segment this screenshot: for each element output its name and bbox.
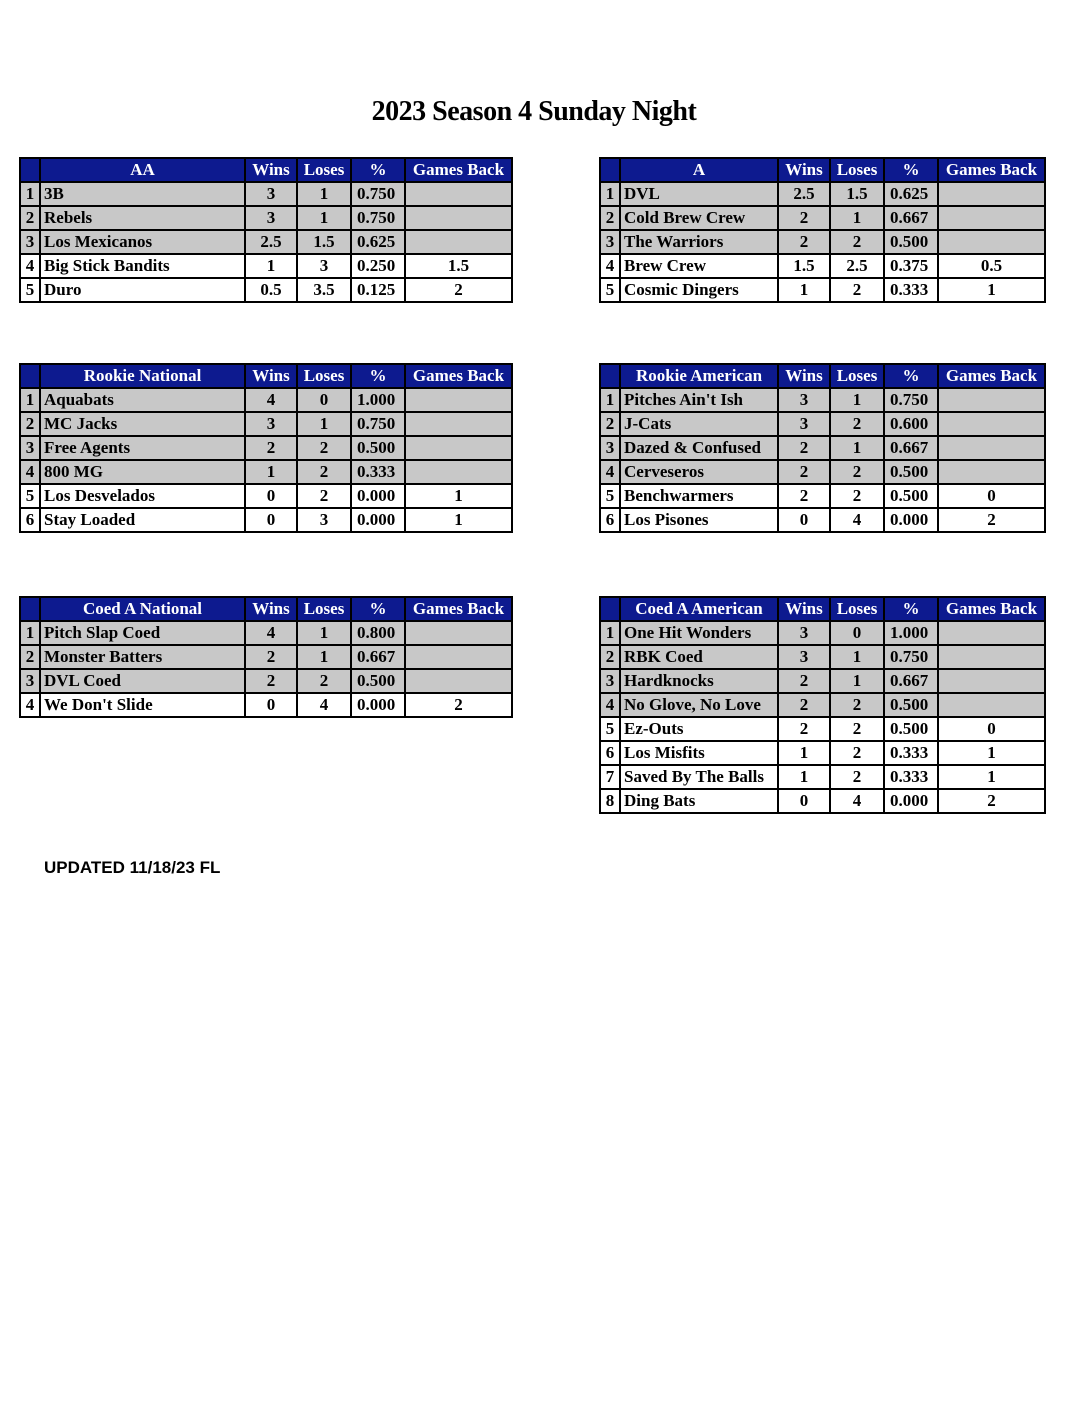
wins-cell: 2 [778,460,830,484]
rank-cell: 5 [600,484,620,508]
wins-cell: 3 [245,182,297,206]
header-wins: Wins [778,158,830,182]
wins-cell: 0 [778,508,830,532]
header-rank [600,158,620,182]
gb-cell [405,436,512,460]
team-cell: No Glove, No Love [620,693,778,717]
rank-cell: 4 [20,460,40,484]
team-cell: 3B [40,182,245,206]
pct-cell: 0.333 [351,460,405,484]
gb-cell [405,182,512,206]
table-row [20,230,512,254]
wins-cell: 2.5 [778,182,830,206]
gb-cell: 2 [405,278,512,302]
table-row [600,717,1045,741]
rank-cell: 2 [600,645,620,669]
pct-cell: 0.500 [884,693,938,717]
table-row [20,278,512,302]
pct-cell: 0.333 [884,765,938,789]
gb-cell: 0 [938,717,1045,741]
table-row [600,508,1045,532]
wins-cell: 2 [245,645,297,669]
wins-cell: 2 [778,693,830,717]
loses-cell: 1 [830,206,884,230]
table-row [600,741,1045,765]
header-rank [20,364,40,388]
loses-cell: 1 [830,388,884,412]
team-cell: Monster Batters [40,645,245,669]
loses-cell: 1 [297,206,351,230]
team-cell: DVL Coed [40,669,245,693]
pct-cell: 0.000 [884,789,938,813]
loses-cell: 1.5 [830,182,884,206]
loses-cell: 0 [297,388,351,412]
wins-cell: 4 [245,388,297,412]
team-cell: Free Agents [40,436,245,460]
team-cell: MC Jacks [40,412,245,436]
table-row [20,693,512,717]
rank-cell: 6 [600,741,620,765]
table-row [20,254,512,278]
rank-cell: 4 [20,693,40,717]
team-cell: 800 MG [40,460,245,484]
team-cell: Aquabats [40,388,245,412]
loses-cell: 2.5 [830,254,884,278]
table-row [600,206,1045,230]
header-loses: Loses [830,364,884,388]
rank-cell: 5 [20,484,40,508]
rank-cell: 2 [20,412,40,436]
table-row [20,645,512,669]
wins-cell: 1 [245,254,297,278]
table-row [20,508,512,532]
rank-cell: 6 [20,508,40,532]
loses-cell: 2 [297,460,351,484]
gb-cell: 2 [405,693,512,717]
loses-cell: 1 [830,436,884,460]
pct-cell: 0.600 [884,412,938,436]
team-cell: RBK Coed [620,645,778,669]
table-header [20,158,512,182]
loses-cell: 0 [830,621,884,645]
table-header [600,597,1045,621]
wins-cell: 4 [245,621,297,645]
pct-cell: 0.500 [884,484,938,508]
gb-cell: 1 [405,508,512,532]
gb-cell: 1 [938,278,1045,302]
wins-cell: 3 [778,388,830,412]
table-row [20,412,512,436]
gb-cell [405,621,512,645]
header-games-back: Games Back [405,597,512,621]
rank-cell: 1 [20,388,40,412]
loses-cell: 1 [297,645,351,669]
header-loses: Loses [830,597,884,621]
loses-cell: 4 [830,508,884,532]
header-games-back: Games Back [405,158,512,182]
loses-cell: 2 [830,412,884,436]
table-header [600,364,1045,388]
team-cell: Los Misfits [620,741,778,765]
pct-cell: 0.750 [884,388,938,412]
loses-cell: 4 [297,693,351,717]
rank-cell: 5 [600,717,620,741]
pct-cell: 0.667 [351,645,405,669]
rank-cell: 3 [20,669,40,693]
wins-cell: 0 [245,693,297,717]
team-cell: DVL [620,182,778,206]
team-cell: Duro [40,278,245,302]
table-row [20,206,512,230]
rank-cell: 6 [600,508,620,532]
table-header [600,158,1045,182]
wins-cell: 0 [778,789,830,813]
table-row [600,388,1045,412]
team-cell: Los Mexicanos [40,230,245,254]
rank-cell: 5 [600,278,620,302]
table-row [600,789,1045,813]
team-cell: Rebels [40,206,245,230]
team-cell: Cold Brew Crew [620,206,778,230]
rank-cell: 3 [600,436,620,460]
header-division: Rookie National [40,364,245,388]
wins-cell: 2 [245,669,297,693]
gb-cell [938,693,1045,717]
table-header [20,597,512,621]
table-row [600,460,1045,484]
rank-cell: 5 [20,278,40,302]
loses-cell: 2 [297,484,351,508]
team-cell: Pitch Slap Coed [40,621,245,645]
gb-cell [938,182,1045,206]
gb-cell [938,206,1045,230]
rank-cell: 4 [600,693,620,717]
pct-cell: 0.000 [351,693,405,717]
updated-note: UPDATED 11/18/23 FL [44,858,221,877]
table-row [600,230,1045,254]
header-rank [600,364,620,388]
pct-cell: 0.000 [351,508,405,532]
header-rank [20,597,40,621]
header-division: AA [40,158,245,182]
wins-cell: 2 [245,436,297,460]
header-pct: % [884,158,938,182]
wins-cell: 2 [778,669,830,693]
gb-cell: 0 [938,484,1045,508]
rank-cell: 4 [600,460,620,484]
team-cell: Stay Loaded [40,508,245,532]
gb-cell: 1.5 [405,254,512,278]
pct-cell: 0.625 [351,230,405,254]
pct-cell: 0.500 [351,669,405,693]
wins-cell: 1 [245,460,297,484]
table-row [600,484,1045,508]
wins-cell: 0 [245,484,297,508]
wins-cell: 0 [245,508,297,532]
wins-cell: 3 [778,412,830,436]
gb-cell: 2 [938,789,1045,813]
rank-cell: 1 [600,182,620,206]
rank-cell: 3 [600,669,620,693]
wins-cell: 2 [778,436,830,460]
header-wins: Wins [245,158,297,182]
rank-cell: 1 [20,182,40,206]
header-rank [20,158,40,182]
loses-cell: 2 [830,230,884,254]
rank-cell: 3 [20,436,40,460]
wins-cell: 2 [778,484,830,508]
header-loses: Loses [297,597,351,621]
loses-cell: 1 [297,182,351,206]
standings-table-aa [19,157,513,303]
team-cell: Cerveseros [620,460,778,484]
rank-cell: 4 [20,254,40,278]
loses-cell: 1 [830,645,884,669]
gb-cell [938,645,1045,669]
pct-cell: 0.125 [351,278,405,302]
loses-cell: 2 [297,669,351,693]
loses-cell: 2 [297,436,351,460]
rank-cell: 3 [20,230,40,254]
standings-table-coed-a-national [19,596,513,718]
loses-cell: 1.5 [297,230,351,254]
team-cell: Dazed & Confused [620,436,778,460]
pct-cell: 0.500 [351,436,405,460]
pct-cell: 0.800 [351,621,405,645]
loses-cell: 2 [830,693,884,717]
rank-cell: 1 [600,388,620,412]
header-loses: Loses [830,158,884,182]
wins-cell: 1 [778,741,830,765]
team-cell: J-Cats [620,412,778,436]
rank-cell: 1 [20,621,40,645]
gb-cell: 1 [938,741,1045,765]
loses-cell: 2 [830,741,884,765]
team-cell: Brew Crew [620,254,778,278]
gb-cell [938,230,1045,254]
pct-cell: 0.500 [884,460,938,484]
gb-cell [405,206,512,230]
standings-table-rookie-american [599,363,1046,533]
team-cell: Hardknocks [620,669,778,693]
pct-cell: 0.625 [884,182,938,206]
table-header [20,364,512,388]
wins-cell: 3 [778,621,830,645]
gb-cell [938,412,1045,436]
header-division: Coed A National [40,597,245,621]
pct-cell: 0.250 [351,254,405,278]
team-cell: Los Pisones [620,508,778,532]
gb-cell [405,460,512,484]
table-row [600,182,1045,206]
table-row [600,645,1045,669]
pct-cell: 0.750 [351,206,405,230]
loses-cell: 3 [297,508,351,532]
pct-cell: 0.750 [351,182,405,206]
header-division: Rookie American [620,364,778,388]
pct-cell: 0.333 [884,278,938,302]
table-row [20,388,512,412]
table-row [600,621,1045,645]
gb-cell [938,388,1045,412]
loses-cell: 2 [830,278,884,302]
table-row [20,182,512,206]
rank-cell: 7 [600,765,620,789]
team-cell: Big Stick Bandits [40,254,245,278]
pct-cell: 0.500 [884,717,938,741]
header-games-back: Games Back [938,364,1045,388]
standings-table-coed-a-american [599,596,1046,814]
pct-cell: 0.375 [884,254,938,278]
wins-cell: 2 [778,206,830,230]
header-wins: Wins [245,364,297,388]
header-wins: Wins [778,364,830,388]
header-games-back: Games Back [938,158,1045,182]
header-pct: % [884,364,938,388]
loses-cell: 1 [297,621,351,645]
wins-cell: 3 [778,645,830,669]
gb-cell [405,669,512,693]
page-title: 2023 Season 4 Sunday Night [371,96,697,127]
pct-cell: 0.000 [351,484,405,508]
header-wins: Wins [245,597,297,621]
gb-cell [405,388,512,412]
pct-cell: 0.667 [884,206,938,230]
gb-cell: 2 [938,508,1045,532]
loses-cell: 2 [830,717,884,741]
team-cell: Cosmic Dingers [620,278,778,302]
rank-cell: 1 [600,621,620,645]
loses-cell: 1 [830,669,884,693]
header-games-back: Games Back [405,364,512,388]
team-cell: Ding Bats [620,789,778,813]
rank-cell: 8 [600,789,620,813]
standings-table-a [599,157,1046,303]
pct-cell: 0.000 [884,508,938,532]
standings-table-rookie-national [19,363,513,533]
wins-cell: 2 [778,717,830,741]
header-games-back: Games Back [938,597,1045,621]
header-loses: Loses [297,158,351,182]
wins-cell: 3 [245,412,297,436]
header-wins: Wins [778,597,830,621]
loses-cell: 2 [830,765,884,789]
wins-cell: 1 [778,278,830,302]
team-cell: Saved By The Balls [620,765,778,789]
team-cell: The Warriors [620,230,778,254]
wins-cell: 2.5 [245,230,297,254]
pct-cell: 0.333 [884,741,938,765]
table-row [20,484,512,508]
loses-cell: 4 [830,789,884,813]
pct-cell: 1.000 [351,388,405,412]
pct-cell: 0.750 [351,412,405,436]
table-row [20,436,512,460]
header-division: A [620,158,778,182]
header-loses: Loses [297,364,351,388]
rank-cell: 2 [600,412,620,436]
loses-cell: 1 [297,412,351,436]
team-cell: We Don't Slide [40,693,245,717]
pct-cell: 0.500 [884,230,938,254]
gb-cell [938,436,1045,460]
gb-cell [938,460,1045,484]
loses-cell: 3 [297,254,351,278]
pct-cell: 0.750 [884,645,938,669]
table-row [600,278,1045,302]
gb-cell: 0.5 [938,254,1045,278]
table-row [600,254,1045,278]
table-row [20,621,512,645]
team-cell: Pitches Ain't Ish [620,388,778,412]
rank-cell: 4 [600,254,620,278]
loses-cell: 2 [830,484,884,508]
loses-cell: 3.5 [297,278,351,302]
team-cell: Los Desvelados [40,484,245,508]
rank-cell: 3 [600,230,620,254]
gb-cell [405,412,512,436]
header-pct: % [884,597,938,621]
team-cell: Ez-Outs [620,717,778,741]
header-pct: % [351,364,405,388]
table-row [600,436,1045,460]
wins-cell: 1 [778,765,830,789]
gb-cell [938,669,1045,693]
gb-cell [938,621,1045,645]
table-row [20,460,512,484]
rank-cell: 2 [600,206,620,230]
pct-cell: 0.667 [884,669,938,693]
table-row [600,412,1045,436]
gb-cell [405,645,512,669]
gb-cell: 1 [938,765,1045,789]
table-row [600,669,1045,693]
wins-cell: 1.5 [778,254,830,278]
wins-cell: 3 [245,206,297,230]
team-cell: One Hit Wonders [620,621,778,645]
table-row [20,669,512,693]
wins-cell: 2 [778,230,830,254]
table-row [600,765,1045,789]
rank-cell: 2 [20,206,40,230]
team-cell: Benchwarmers [620,484,778,508]
wins-cell: 0.5 [245,278,297,302]
header-division: Coed A American [620,597,778,621]
header-pct: % [351,597,405,621]
header-pct: % [351,158,405,182]
loses-cell: 2 [830,460,884,484]
pct-cell: 0.667 [884,436,938,460]
table-row [600,693,1045,717]
rank-cell: 2 [20,645,40,669]
gb-cell: 1 [405,484,512,508]
gb-cell [405,230,512,254]
header-rank [600,597,620,621]
pct-cell: 1.000 [884,621,938,645]
